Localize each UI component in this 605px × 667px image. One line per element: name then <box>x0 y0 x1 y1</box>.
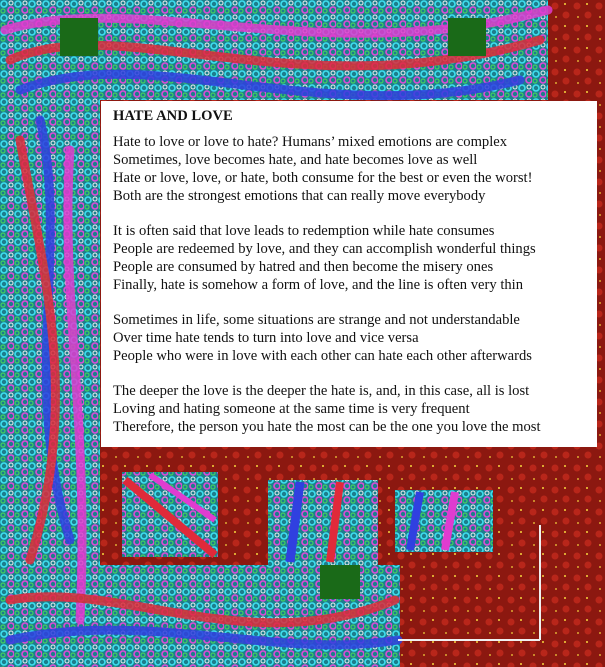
poem-text-box <box>101 101 597 447</box>
poem-line: People are redeemed by love, and they can accomplish wonderful things <box>113 241 536 257</box>
stanza-2 <box>113 222 587 294</box>
poem-line: The deeper the love is the deeper the hate is, and, in this case, all is lost <box>113 383 530 399</box>
poem-line: Hate or love, love, or hate, both consume for the best or even the worst! <box>113 170 533 186</box>
poem-line: It is often said that love leads to redemption while hate consumes <box>113 223 495 239</box>
poem-line: Over time hate tends to turn into love and vice versa <box>113 330 419 346</box>
poem-line: Sometimes, love becomes hate, and hate becomes love as well <box>113 152 478 168</box>
stanza-1 <box>113 133 587 205</box>
poem-line: Hate to love or love to hate? Humans’ mixed emotions are complex <box>113 134 508 150</box>
stanza-3 <box>113 311 587 365</box>
poem-line: Therefore, the person you hate the most can be the one you love the most <box>113 419 541 435</box>
poem-line: Loving and hating someone at the same time is very frequent <box>113 401 470 417</box>
poem-line: People are consumed by hatred and then become the misery ones <box>113 259 494 275</box>
poem-line: Both are the strongest emotions that can really move everybody <box>113 188 486 204</box>
stanza-4 <box>113 382 587 436</box>
poem-line: Sometimes in life, some situations are strange and not understandable <box>113 312 520 328</box>
poem-title: HATE AND LOVE <box>113 108 233 124</box>
poem-line: Finally, hate is somehow a form of love, and the line is often very thin <box>113 277 524 293</box>
poem-line: People who were in love with each other can hate each other afterwards <box>113 348 532 364</box>
